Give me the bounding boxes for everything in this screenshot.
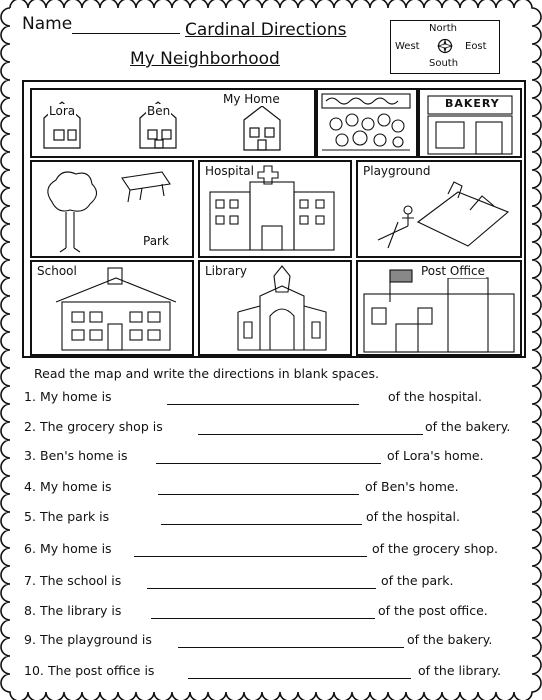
name-label: Name bbox=[22, 14, 73, 34]
answer-blank[interactable] bbox=[161, 524, 362, 525]
playground-cell bbox=[356, 160, 522, 258]
question-prompt: My home is bbox=[40, 389, 112, 404]
question-number: 1. bbox=[24, 389, 36, 404]
neighborhood-map bbox=[22, 80, 526, 358]
name-blank-line[interactable] bbox=[72, 33, 180, 34]
compass-west: West bbox=[395, 41, 420, 52]
question-row bbox=[24, 632, 534, 652]
compass-rose bbox=[390, 20, 500, 74]
question-prompt: The playground is bbox=[40, 632, 152, 647]
question-prompt: The grocery shop is bbox=[40, 419, 163, 434]
grocery-shop-cell bbox=[316, 88, 418, 158]
question-row bbox=[24, 389, 534, 409]
question-prompt: My home is bbox=[40, 541, 112, 556]
compass-east: Eost bbox=[465, 41, 487, 52]
question-suffix: of the park. bbox=[381, 573, 454, 588]
compass-icon bbox=[437, 38, 453, 54]
answer-blank[interactable] bbox=[167, 404, 359, 405]
answer-blank[interactable] bbox=[134, 556, 367, 557]
question-suffix: of the hospital. bbox=[366, 509, 461, 524]
question-prompt: My home is bbox=[40, 479, 112, 494]
answer-blank[interactable] bbox=[188, 678, 411, 679]
question-suffix: of the hospital. bbox=[388, 389, 483, 404]
question-number: 5. bbox=[24, 509, 36, 524]
compass-south: South bbox=[429, 58, 459, 69]
question-number: 8. bbox=[24, 603, 36, 618]
question-suffix: of Ben's home. bbox=[365, 479, 459, 494]
question-number: 4. bbox=[24, 479, 36, 494]
question-number: 7. bbox=[24, 573, 36, 588]
question-row bbox=[24, 541, 534, 561]
answer-blank[interactable] bbox=[198, 434, 423, 435]
answer-blank[interactable] bbox=[151, 618, 375, 619]
question-prompt: The school is bbox=[40, 573, 122, 588]
school-label: School bbox=[37, 264, 77, 278]
compass-north: North bbox=[429, 23, 457, 34]
question-row bbox=[24, 509, 534, 529]
question-number: 6. bbox=[24, 541, 36, 556]
question-row bbox=[24, 419, 534, 439]
question-suffix: of the post office. bbox=[378, 603, 488, 618]
post-office-label: Post Office bbox=[421, 264, 485, 278]
answer-blank[interactable] bbox=[178, 647, 404, 648]
playground-label: Playground bbox=[363, 164, 431, 178]
question-row bbox=[24, 448, 534, 468]
question-number: 10. bbox=[24, 663, 44, 678]
answer-blank[interactable] bbox=[156, 463, 381, 464]
bakery-cell bbox=[418, 88, 522, 158]
lora-home-label: Lora bbox=[49, 104, 76, 118]
park-label: Park bbox=[143, 234, 169, 248]
worksheet-subtitle: My Neighborhood bbox=[130, 49, 280, 69]
question-number: 9. bbox=[24, 632, 36, 647]
library-cell bbox=[198, 260, 352, 356]
question-suffix: of the grocery shop. bbox=[372, 541, 499, 556]
worksheet-title: Cardinal Directions bbox=[185, 20, 347, 40]
question-number: 2. bbox=[24, 419, 36, 434]
grocery-shop-drawing bbox=[318, 90, 416, 156]
question-number: 3. bbox=[24, 448, 36, 463]
question-prompt: The library is bbox=[40, 603, 122, 618]
question-prompt: The park is bbox=[40, 509, 110, 524]
answer-blank[interactable] bbox=[158, 494, 359, 495]
question-suffix: of Lora's home. bbox=[387, 448, 484, 463]
school-cell bbox=[30, 260, 194, 356]
homes-cell bbox=[30, 88, 316, 158]
question-row bbox=[24, 573, 534, 593]
my-home-label: My Home bbox=[223, 92, 280, 106]
question-row bbox=[24, 663, 534, 683]
park-cell bbox=[30, 160, 194, 258]
question-prompt: The post office is bbox=[48, 663, 155, 678]
question-row bbox=[24, 603, 534, 623]
question-prompt: Ben's home is bbox=[40, 448, 128, 463]
instruction-text: Read the map and write the directions in blank spaces. bbox=[34, 366, 379, 381]
question-suffix: of the bakery. bbox=[407, 632, 493, 647]
ben-home-label: Ben bbox=[147, 104, 171, 118]
question-row bbox=[24, 479, 534, 499]
bakery-sign: BAKERY bbox=[445, 97, 500, 110]
hospital-cell bbox=[198, 160, 352, 258]
library-label: Library bbox=[205, 264, 247, 278]
question-suffix: of the library. bbox=[418, 663, 501, 678]
question-suffix: of the bakery. bbox=[425, 419, 511, 434]
answer-blank[interactable] bbox=[147, 588, 376, 589]
post-office-cell bbox=[356, 260, 522, 356]
hospital-label: Hospital bbox=[205, 164, 254, 178]
